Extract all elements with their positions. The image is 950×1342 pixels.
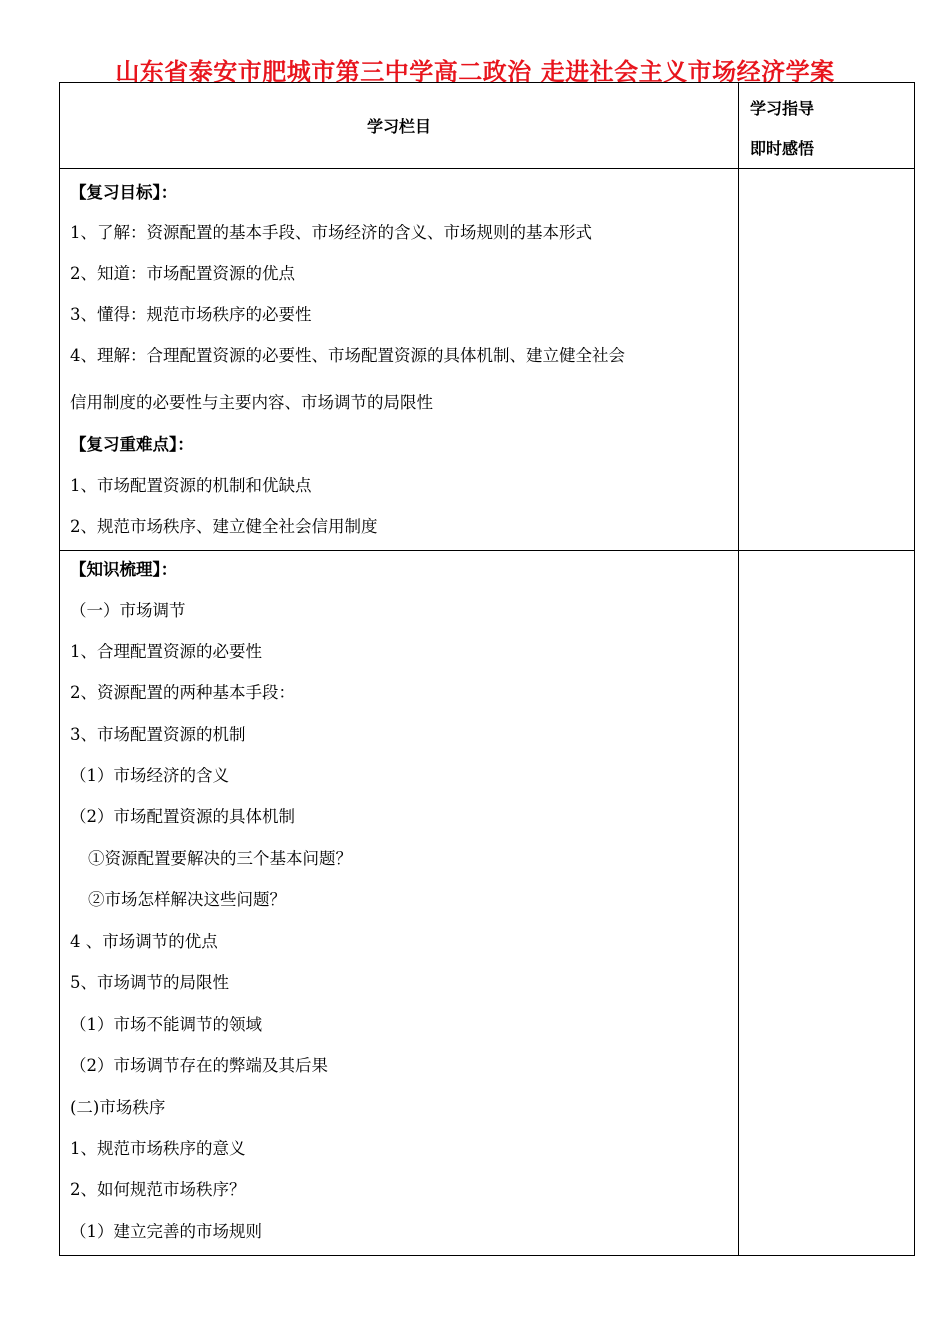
- review-key-point: 1、市场配置资源的机制和优缺点: [70, 476, 312, 495]
- knowledge-line: (二)市场秩序: [70, 1098, 166, 1117]
- knowledge-line: 1、合理配置资源的必要性: [70, 642, 262, 661]
- study-table: [59, 82, 915, 1256]
- header-guidance-label: 学习指导: [750, 99, 815, 118]
- review-goals-heading: 【复习目标】：: [70, 183, 178, 202]
- knowledge-line: 4 、市场调节的优点: [70, 932, 218, 951]
- review-goal-item: 3、懂得：规范市场秩序的必要性: [70, 305, 312, 324]
- review-goal-item: 4、理解：合理配置资源的必要性、市场配置资源的具体机制、建立健全社会: [70, 346, 625, 365]
- knowledge-line: （1）市场经济的含义: [70, 766, 229, 785]
- column-divider: [738, 83, 739, 1255]
- knowledge-line: （2）市场调节存在的弊端及其后果: [70, 1056, 328, 1075]
- row-divider-review: [60, 550, 914, 551]
- knowledge-line: ①资源配置要解决的三个基本问题？: [88, 849, 352, 868]
- knowledge-line: 3、市场配置资源的机制: [70, 725, 246, 744]
- knowledge-line: （2）市场配置资源的具体机制: [70, 807, 295, 826]
- review-key-points-heading: 【复习重难点】：: [70, 435, 194, 454]
- knowledge-line: ②市场怎样解决这些问题？: [88, 890, 286, 909]
- document-title: 山东省泰安市肥城市第三中学高二政治 走进社会主义市场经济学案: [115, 58, 835, 86]
- knowledge-heading: 【知识梳理】：: [70, 560, 178, 579]
- review-goal-item: 1、了解：资源配置的基本手段、市场经济的含义、市场规则的基本形式: [70, 223, 592, 242]
- review-goal-item: 2、知道：市场配置资源的优点: [70, 264, 295, 283]
- header-reflection-label: 即时感悟: [750, 139, 815, 158]
- review-goal-item: 信用制度的必要性与主要内容、市场调节的局限性: [70, 393, 433, 412]
- header-study-column: 学习栏目: [366, 117, 431, 136]
- knowledge-line: （1）市场不能调节的领域: [70, 1015, 262, 1034]
- header-guidance-column: [750, 89, 814, 169]
- knowledge-line: 2、如何规范市场秩序？: [70, 1180, 246, 1199]
- knowledge-line: 5、市场调节的局限性: [70, 973, 229, 992]
- review-key-point: 2、规范市场秩序、建立健全社会信用制度: [70, 517, 378, 536]
- knowledge-line: （一）市场调节: [70, 601, 186, 620]
- knowledge-line: 2、资源配置的两种基本手段：: [70, 683, 295, 702]
- knowledge-line: （1）建立完善的市场规则: [70, 1222, 262, 1241]
- knowledge-line: 1、规范市场秩序的意义: [70, 1139, 246, 1158]
